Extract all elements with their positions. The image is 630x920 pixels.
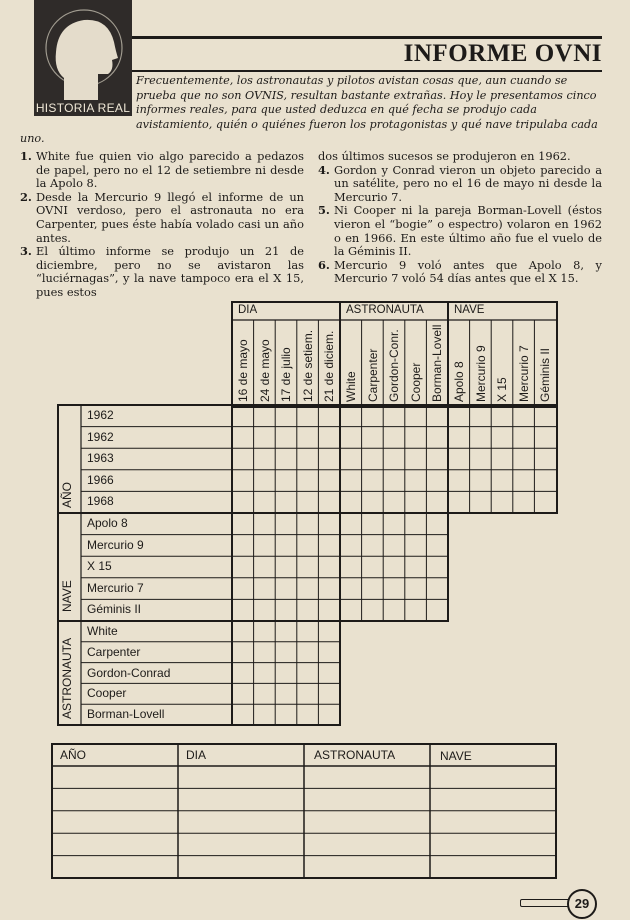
intro-paragraph xyxy=(20,74,610,147)
row-label-astronauta: Cooper xyxy=(87,686,127,701)
answer-header-astronauta: ASTRONAUTA xyxy=(314,748,396,762)
col-header-nave: X 15 xyxy=(495,377,510,402)
clue-number: 6. xyxy=(318,257,330,272)
col-header-astronauta: Carpenter xyxy=(365,348,380,402)
row-label-ano: 1966 xyxy=(87,472,114,487)
col-header-astronauta: White xyxy=(344,371,358,402)
clue-text: Gordon y Conrad vieron un objeto parecido a un satélite, pero no el 16 de mayo ni desde la Mercurio 7. xyxy=(334,162,602,204)
grid-group-nave: NAVE xyxy=(454,304,485,316)
row-label-ano: 1968 xyxy=(87,494,114,509)
title-rule-bottom xyxy=(132,70,602,72)
clue-number: 1. xyxy=(20,149,32,163)
col-header-nave: Géminis II xyxy=(538,347,553,402)
answer-header-dia: DIA xyxy=(186,748,207,762)
answer-header-ano: AÑO xyxy=(60,748,87,762)
clue-text: White fue quien vio algo parecido a pedazos de papel, pero no el 12 de setiembre ni desde la Apolo 8. xyxy=(36,149,304,191)
clue-number: 3. xyxy=(20,244,32,259)
title-rule-top xyxy=(132,36,602,39)
col-header-dia: 17 de julio xyxy=(279,347,294,402)
col-header-dia: 16 de mayo xyxy=(236,339,250,402)
row-label-ano: 1963 xyxy=(87,451,114,466)
row-label-nave: Mercurio 7 xyxy=(87,580,144,595)
row-label-ano: 1962 xyxy=(87,429,114,444)
clue-number: 5. xyxy=(318,203,330,218)
col-header-astronauta: Gordon-Conr. xyxy=(387,329,402,402)
col-header-astronauta: Cooper xyxy=(408,362,423,402)
row-label-nave: X 15 xyxy=(87,559,112,574)
col-header-dia: 12 de setiem. xyxy=(300,329,315,402)
row-group-nave: NAVE xyxy=(60,580,74,612)
col-header-nave: Mercurio 7 xyxy=(516,345,531,402)
row-label-nave: Mercurio 9 xyxy=(87,537,144,552)
clue-continuation xyxy=(318,150,602,164)
row-label-astronauta: Gordon-Conrad xyxy=(87,665,171,680)
col-header-dia: 21 de diciem. xyxy=(322,330,337,402)
clue-item xyxy=(318,204,602,258)
page-number: 29 xyxy=(567,889,597,919)
row-label-astronauta: Borman-Lovell xyxy=(87,707,165,722)
row-label-nave: Apolo 8 xyxy=(87,516,128,530)
col-header-astronauta: Borman-Lovell xyxy=(430,324,445,402)
col-header-dia: 24 de mayo xyxy=(257,339,272,402)
clue-text: Desde la Mercurio 9 llegó el informe de un OVNI verdoso, pero el astronauta no era Carpenter, pues éste había volado casi un año antes. xyxy=(36,189,304,245)
col-header-nave: Apolo 8 xyxy=(452,361,466,402)
intro-text: Frecuentemente, los astronautas y pilotos avistan cosas que, aun cuando se prueba que no son OVNIS, resultan bastante extrañas. Hoy le presentamos cinco informes reales, para que usted deduzca en qué fecha se produjo cada avistamiento, quién o quiénes fueron los protagonistas y qué nave tripulaba cada uno. xyxy=(20,74,598,146)
answer-header-nave: NAVE xyxy=(440,749,472,763)
clue-text: Ni Cooper ni la pareja Borman-Lovell (éstos vieron el “bogie” o espectro) volaron en 1962 o en 1966. En este último año fue el vuelo de la Géminis II. xyxy=(334,203,602,259)
pencil-icon xyxy=(520,899,572,907)
row-label-astronauta: White xyxy=(87,624,118,638)
clue-number: 2. xyxy=(20,189,32,204)
clue-text: Mercurio 9 voló antes que Apolo 8, y Mercurio 7 voló 54 días antes que el X 15. xyxy=(334,257,602,286)
row-label-ano: 1962 xyxy=(87,408,114,422)
clue-item xyxy=(318,164,602,205)
page-title: INFORME OVNI xyxy=(403,40,602,67)
clue-item xyxy=(318,259,602,286)
historia-real-label: HISTORIA REAL xyxy=(35,101,131,115)
col-header-nave: Mercurio 9 xyxy=(473,345,488,402)
clue-text: El último informe se produjo un 21 de diciembre, pero no se avistaron las “luciérnagas”, y la nave tampoco era el X 15, pues estos xyxy=(36,244,304,299)
clue-item xyxy=(20,245,304,299)
clue-item xyxy=(20,191,304,245)
grid-group-astronauta: ASTRONAUTA xyxy=(346,304,424,316)
row-label-nave: Géminis II xyxy=(87,602,142,617)
clue-text: dos últimos sucesos se produjeron en 1962. xyxy=(318,149,571,163)
clues-column-right xyxy=(318,150,602,286)
row-group-ano: AÑO xyxy=(60,481,74,508)
row-group-astronauta: ASTRONAUTA xyxy=(60,637,74,719)
clue-number: 4. xyxy=(318,162,330,177)
clues-column-left xyxy=(20,150,304,300)
row-label-astronauta: Carpenter xyxy=(87,644,141,659)
grid-group-dia: DIA xyxy=(238,304,258,316)
clue-item xyxy=(20,150,304,191)
